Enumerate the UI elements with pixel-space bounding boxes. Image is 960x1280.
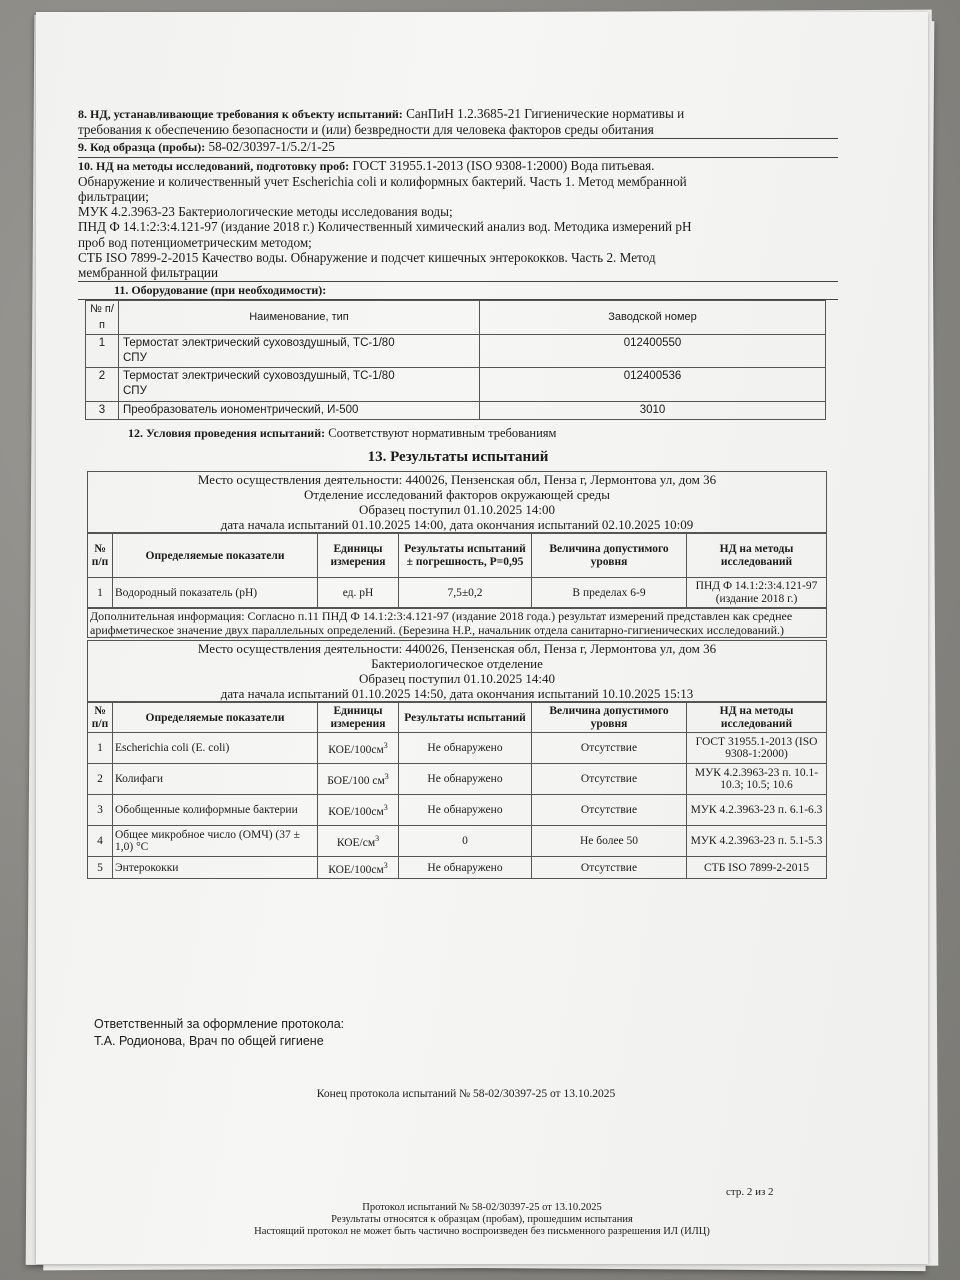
col-header: Определяемые показатели [113,534,318,578]
section-12-label: 12. Условия проведения испытаний: [128,425,326,440]
section-10-label: 10. НД на методы исследований, подготовку проб: [78,158,350,173]
table-header-row [88,703,827,733]
col-header: № п/п [88,534,113,578]
cell-result: Не обнаружено [399,857,532,879]
section-10-line: проб вод потенциометрическим методом; [78,234,312,250]
section-10-line: ПНД Ф 14.1:2:3:4.121-97 (издание 2018 г.) Количественный химический анализ вод. Методика измерений рН [78,219,692,235]
cell-param: Общее микробное число (ОМЧ) (37 ± 1,0) °С [113,826,318,857]
cell-n: 3 [86,401,119,419]
table-row [88,857,827,879]
table-header-row [88,534,827,578]
cell-method: МУК 4.2.3963-23 п. 10.1-10.3; 10.5; 10.6 [687,764,827,795]
table-row [88,826,827,857]
cell-serial: 012400536 [480,368,826,401]
section-8 [78,106,838,139]
cell-n: 5 [88,857,113,879]
responsible-label: Ответственный за оформление протокола: [94,1017,345,1031]
cell-name-line: СПУ [123,352,147,365]
section-11 [78,282,838,300]
responsible-block [94,1016,344,1050]
unit-sup: 3 [375,834,380,844]
section-8-text-2: требования к обеспечению безопасности и (или) безвредности для человека факторов среды обитания [78,122,654,138]
page-number: стр. 2 из 2 [726,1186,774,1198]
cell-serial: 012400550 [480,334,826,367]
protocol-end-line: Конец протокола испытаний № 58-02/30397-25 от 13.10.2025 [316,1088,616,1100]
section-9-label: 9. Код образца (пробы): [78,140,206,155]
cell-name-line: Термостат электрический суховоздушный, ТС-1/80 [123,336,395,349]
place-line: Место осуществления деятельности: 440026, Пензенская обл, Пенза г, Лермонтова ул, дом 36 [197,472,717,488]
unit-sup: 3 [384,772,389,782]
cell-param: Водородный показатель (рН) [113,578,318,608]
unit-text: КОЕ/см [336,836,376,849]
dept-line: Бактериологическое отделение [371,656,543,672]
cell-n: 2 [88,764,113,795]
dept-line: Отделение исследований факторов окружающей среды [304,487,610,503]
document-page [36,12,928,1264]
cell-limit: В пределах 6-9 [532,578,687,608]
cell-unit: ед. рН [318,578,399,608]
col-header: НД на методы исследований [687,703,827,733]
cell-param: Обобщенные колиформные бактерии [113,795,318,826]
cell-param: Escherichia coli (E. coli) [113,733,318,764]
unit-text: КОЕ/100см [328,805,384,818]
cell-name: Преобразователь иономентрический, И-500 [119,401,480,419]
section-9-text: 58-02/30397-1/5.2/1-25 [208,139,335,155]
cell-unit [318,764,399,795]
cell-result: Не обнаружено [399,733,532,764]
table-row [88,795,827,826]
col-header: Результаты испытаний [399,703,532,733]
cell-unit [318,733,399,764]
cell-n: 4 [88,826,113,857]
table-row [86,401,826,419]
cell-n: 1 [88,578,113,608]
section-10-line: Обнаружение и количественный учет Escherichia coli и колиформных бактерий. Часть 1. Метод мембранной [78,173,687,189]
table-row [86,368,826,401]
additional-info: Дополнительная информация: Согласно п.11 ПНД Ф 14.1:2:3:4.121-97 (издание 2018 года.) результат измерений представлен как среднее арифметическое значение двух параллельных определений. (Березина Н.Р., начальник отдела санитарно-гигиенических исследований.) [87,608,827,638]
received-line: Образец поступил 01.10.2025 14:00 [359,502,555,518]
col-header: Наименование, тип [119,301,480,334]
footer-line: Результаты относятся к образцам (пробам), прошедшим испытания [331,1214,633,1225]
cell-unit [318,826,399,857]
results-table-1 [87,533,827,608]
unit-sup: 3 [383,860,388,870]
section-8-label: 8. НД, устанавливающие требования к объекту испытаний: [78,107,403,121]
cell-method: МУК 4.2.3963-23 п. 6.1-6.3 [687,795,827,826]
section-13-title: 13. Результаты испытаний [367,449,549,466]
table-row [88,578,827,608]
cell-result: 7,5±0,2 [399,578,532,608]
cell-method: СТБ ISO 7899-2-2015 [687,857,827,879]
received-line: Образец поступил 01.10.2025 14:40 [359,671,555,687]
cell-name-line: Термостат электрический суховоздушный, ТС-1/80 [123,370,395,383]
section-11-label: 11. Оборудование (при необходимости): [114,283,327,298]
col-header: Единицы измерения [318,534,399,578]
section-10-line: мембранной фильтрации [78,265,219,281]
cell-unit [318,795,399,826]
block-1-header [87,471,827,533]
col-header: № п/п [86,301,119,334]
responsible-name: Т.А. Родионова, Врач по общей гигиене [94,1034,324,1048]
cell-unit [318,857,399,879]
cell-n: 1 [86,334,119,367]
table-row [86,334,826,367]
footer [36,1202,928,1238]
equipment-table [85,300,826,419]
unit-text: КОЕ/100см [328,863,384,876]
dates-line: дата начала испытаний 01.10.2025 14:00, дата окончания испытаний 02.10.2025 10:09 [220,517,694,533]
section-12 [78,420,838,441]
unit-text: БОЕ/100 см [327,774,385,787]
results-table-2 [87,702,827,879]
cell-method: ПНД Ф 14.1:2:3:4.121-97 (издание 2018 г.) [687,578,827,608]
cell-method: ГОСТ 31955.1-2013 (ISO 9308-1:2000) [687,733,827,764]
cell-name [119,334,480,367]
cell-serial: 3010 [480,401,826,419]
col-header: Заводской номер [480,301,826,334]
section-10-line: СТБ ISO 7899-2-2015 Качество воды. Обнаружение и подсчет кишечных энтерококков. Часть 2. Метод [78,249,656,265]
results-block-1 [87,471,827,879]
footer-line: Протокол испытаний № 58-02/30397-25 от 13.10.2025 [362,1202,602,1213]
document-content [78,106,838,879]
section-10-line: ГОСТ 31955.1-2013 (ISO 9308-1:2000) Вода питьевая. [352,157,655,173]
cell-method: МУК 4.2.3963-23 п. 5.1-5.3 [687,826,827,857]
table-row [88,764,827,795]
cell-result: Не обнаружено [399,795,532,826]
cell-limit: Отсутствие [532,795,687,826]
cell-n: 2 [86,368,119,401]
cell-param: Колифаги [113,764,318,795]
col-header: Единицы измерения [318,703,399,733]
section-10-line: МУК 4.2.3963-23 Бактериологические методы исследования воды; [78,204,453,220]
unit-text: КОЕ/100см [328,743,384,756]
cell-limit: Не более 50 [532,826,687,857]
cell-param: Энтерококки [113,857,318,879]
col-header: № п/п [88,703,113,733]
table-row [88,733,827,764]
table-header-row [86,301,826,334]
col-header: Величина допустимого уровня [532,534,687,578]
section-12-text: Соответствуют нормативным требованиям [328,425,557,440]
cell-n: 1 [88,733,113,764]
col-header: Результаты испытаний ± погрешность, P=0,95 [399,534,532,578]
cell-limit: Отсутствие [532,764,687,795]
section-10 [78,158,838,283]
col-header: Величина допустимого уровня [532,703,687,733]
block-2-header [87,640,827,702]
place-line: Место осуществления деятельности: 440026, Пензенская обл, Пенза г, Лермонтова ул, дом 36 [197,641,717,657]
cell-name [119,368,480,401]
section-8-text: СанПиН 1.2.3685-21 Гигиенические нормативы и [406,106,685,121]
dates-line: дата начала испытаний 01.10.2025 14:50, дата окончания испытаний 10.10.2025 15:13 [220,686,694,702]
footer-line: Настоящий протокол не может быть частично воспроизведен без письменного разрешения ИЛ (ИЛЦ) [254,1226,710,1237]
cell-n: 3 [88,795,113,826]
col-header: Определяемые показатели [113,703,318,733]
unit-sup: 3 [383,741,388,751]
unit-sup: 3 [383,803,388,813]
col-header: НД на методы исследований [687,534,827,578]
cell-limit: Отсутствие [532,733,687,764]
cell-result: Не обнаружено [399,764,532,795]
cell-name-line: СПУ [123,385,147,398]
cell-limit: Отсутствие [532,857,687,879]
section-9 [78,139,838,157]
section-10-line: фильтрации; [78,189,149,205]
cell-result: 0 [399,826,532,857]
